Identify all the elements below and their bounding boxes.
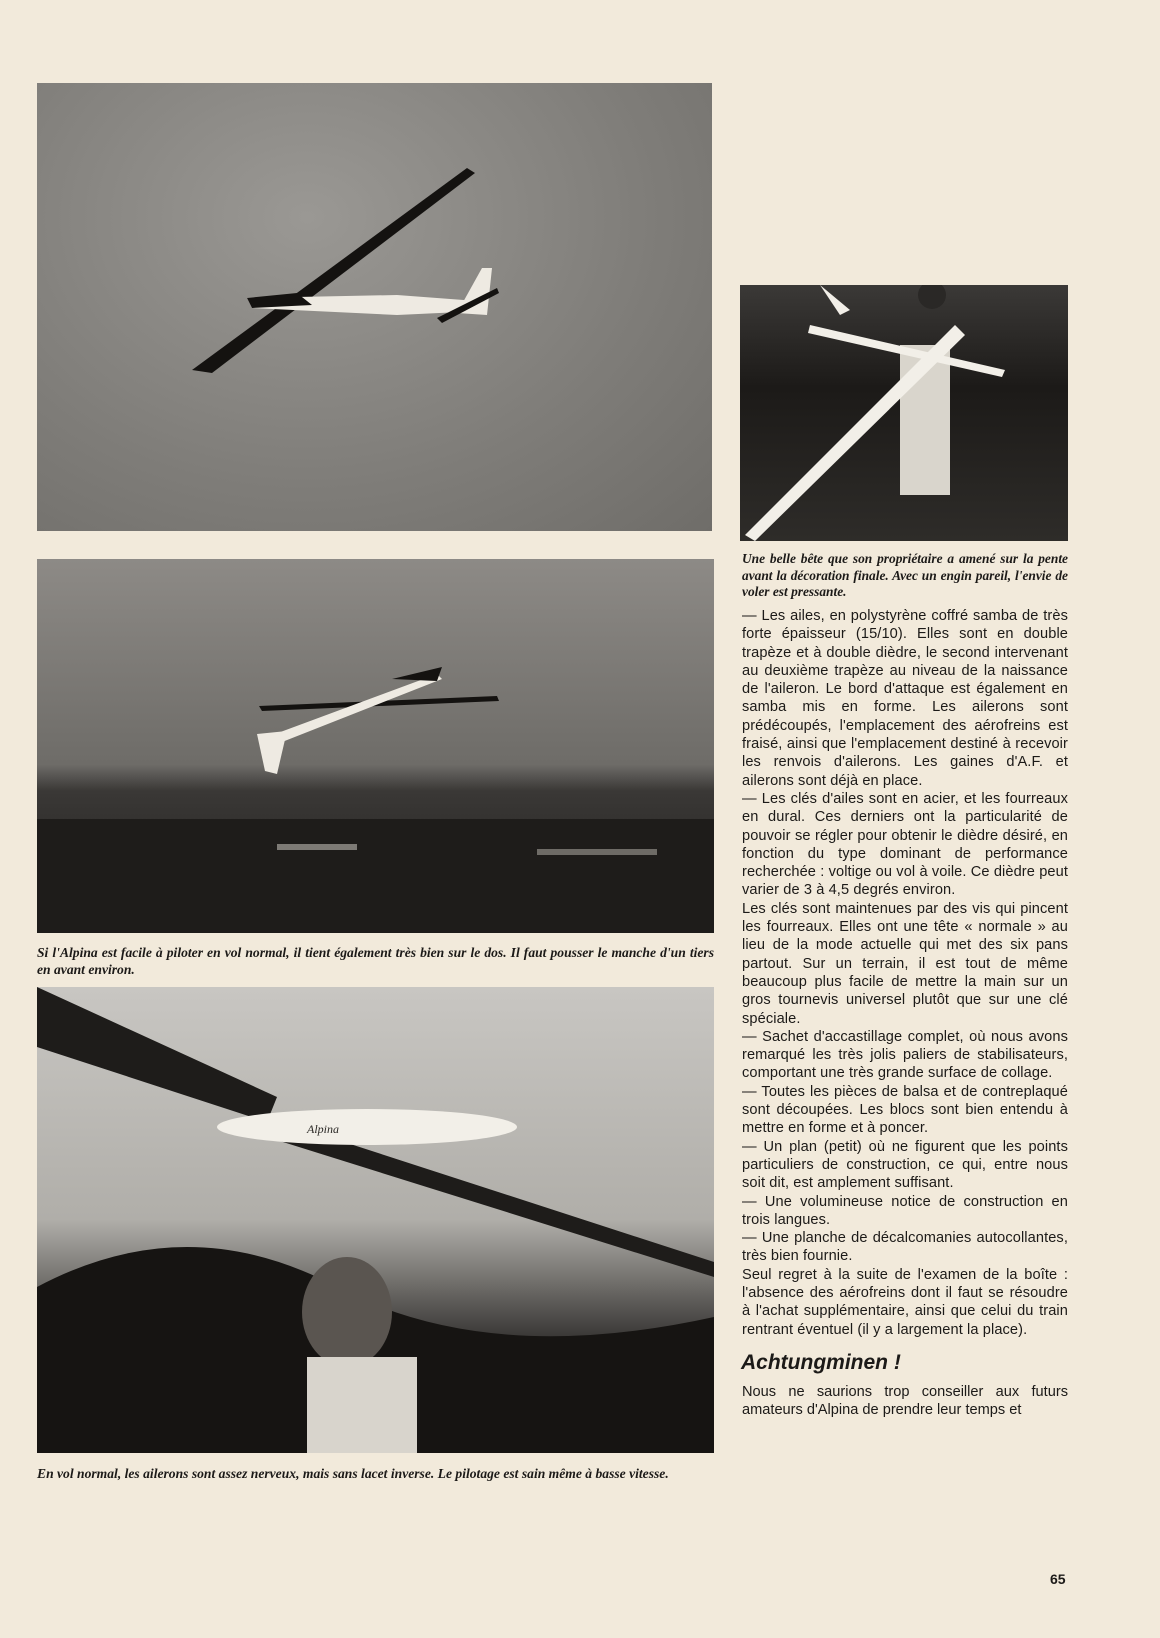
caption-normal-flight: En vol normal, les ailerons sont assez nerveux, mais sans lacet inverse. Le pilotage est sain même à basse vitesse. [37,1466,669,1481]
body-paragraph: — Les ailes, en polystyrène coffré samba de très forte épaisseur (15/10). Elles sont en double trapèze et à double dièdre, le second intervenant au deuxième trapèze au niveau de la naissance de l'aileron. Le bord d'attaque est également en samba mis en forme. Les ailerons sont prédécoupés, l'emplacement des aérofreins est fraisé, ainsi que l'emplacement destiné à recevoir les renvois d'ailerons. Les gaines d'A.F. et ailerons sont déjà en place. [742,608,1068,789]
section-text: Nous ne saurions trop conseiller aux futurs amateurs d'Alpina de prendre leur temps et [742,1384,1068,1419]
body-paragraph: Les clés sont maintenues par des vis qui pincent les fourreaux. Elles ont une tête « normale » au lieu de la mode actuelle qui met des six pans partout. Sur un terrain, il est tout de même beaucoup plus facile de mettre la main sur un gros tournevis universel plutôt que sur une clé spéciale. [742,900,1068,1027]
photo-owner-with-glider [740,285,1068,541]
body-paragraph: — Une volumineuse notice de construction en trois langues. [742,1193,1068,1228]
article-body [742,607,1068,1339]
photo-glider-inverted [37,559,714,933]
caption-owner: Une belle bête que son propriétaire a amené sur la pente avant la décoration finale. Avec un engin pareil, l'envie de voler est pressante. [742,551,1068,599]
page-number: 65 [1050,1571,1066,1587]
section-heading: Achtungminen ! [741,1351,901,1374]
body-paragraph: — Sachet d'accastillage complet, où nous avons remarqué les très jolis paliers de stabilisateurs, comportant une très grande surface de collage. [742,1028,1068,1082]
body-paragraph: Seul regret à la suite de l'examen de la boîte : l'absence des aérofreins dont il faut se résoudre à l'achat supplémentaire, ainsi que celui du train rentrant éventuel (il y a largement la place). [742,1266,1068,1338]
body-paragraph: — Un plan (petit) où ne figurent que les points particuliers de construction, ce qui, entre nous soit dit, est amplement suffisant. [742,1138,1068,1192]
body-paragraph: — Les clés d'ailes sont en acier, et les fourreaux en dural. Ces derniers ont la particularité de pouvoir se régler pour obtenir le dièdre désiré, en fonction du type dominant de performance recherchée : voltige ou vol à voile. Ce dièdre peut varier de 3 à 4,5 degrés environ. [742,790,1068,899]
body-paragraph: — Une planche de décalcomanies autocollantes, très bien fournie. [742,1230,1068,1265]
caption-inverted: Si l'Alpina est facile à piloter en vol normal, il tient également très bien sur le dos. Il faut pousser le manche d'un tiers en avant environ. [37,945,714,977]
photo-glider-in-flight [37,83,712,531]
photo-pilot-holding-glider [37,987,714,1453]
body-paragraph: — Toutes les pièces de balsa et de contreplaqué sont découpées. Les blocs sont bien entendu à mettre en forme et à poncer. [742,1083,1068,1137]
alpina-lettering: Alpina [307,1122,339,1136]
